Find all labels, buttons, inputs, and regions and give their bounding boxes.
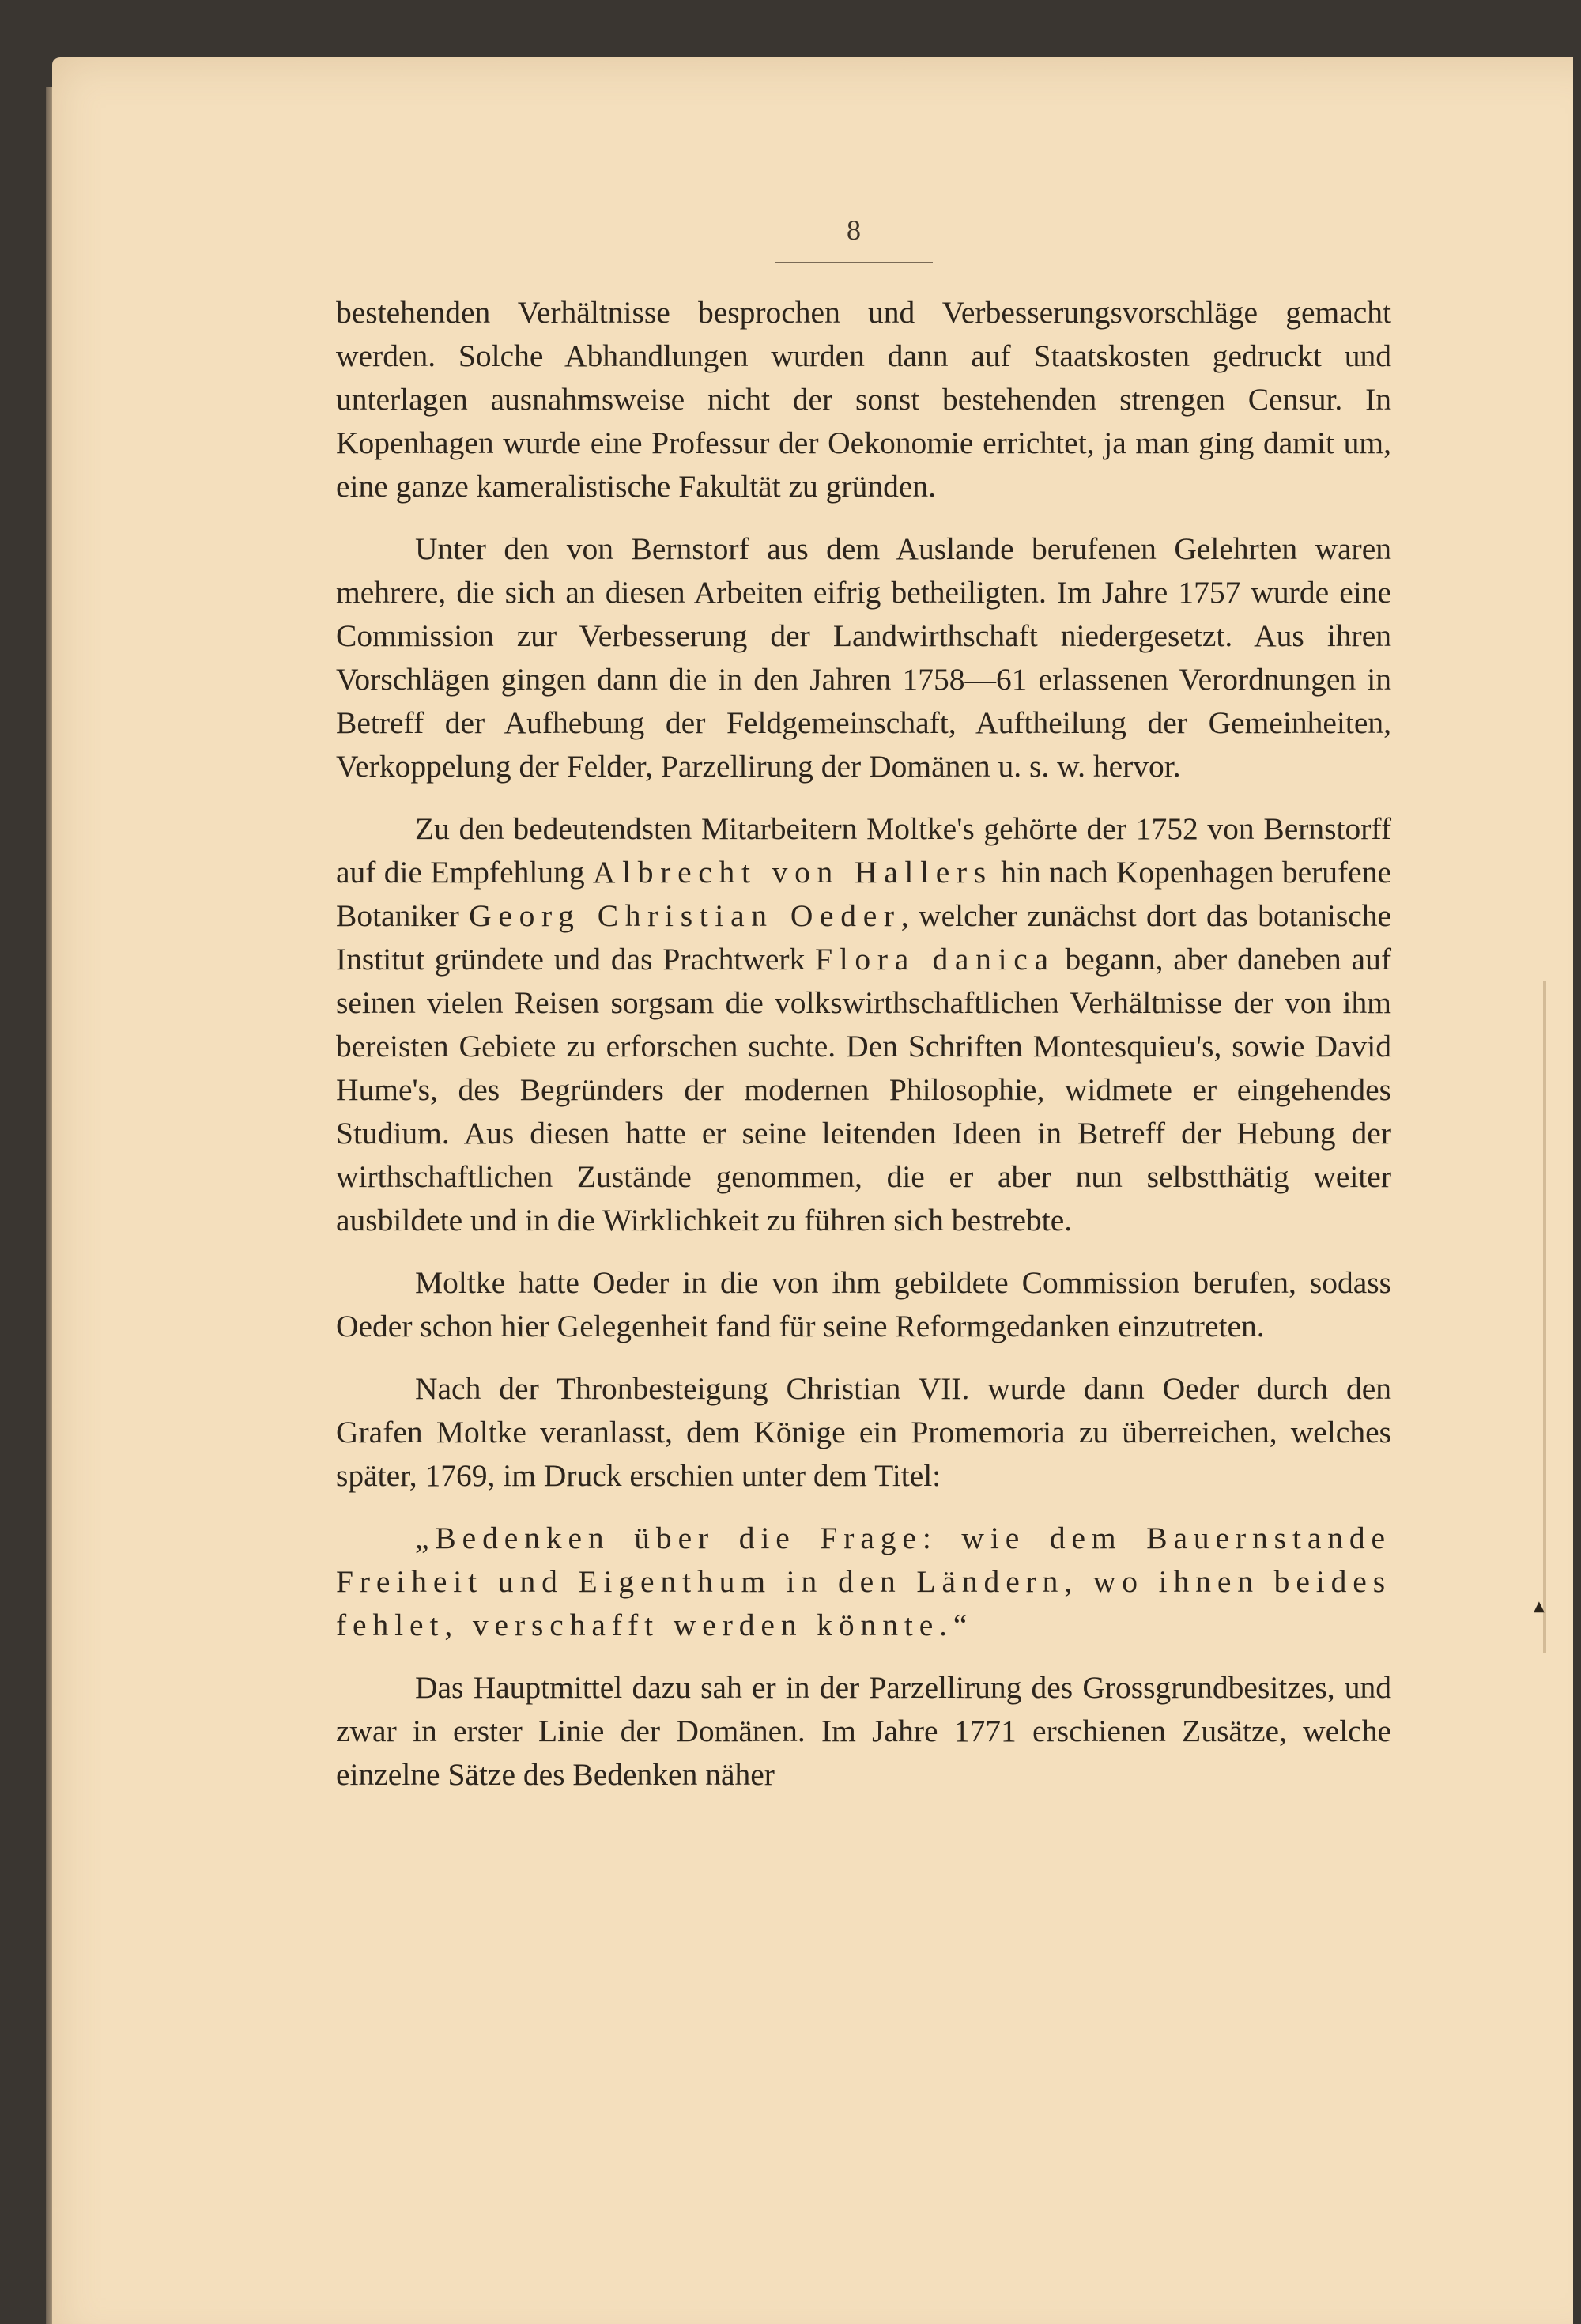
paragraph: Unter den von Bernstorf aus dem Auslande berufenen Gelehrten waren mehrere, die sich an diesen Arbeiten eifrig betheiligten. Im Jahre 1757 wurde eine Commission zur Verbesserung der Landwirthschaft niedergesetzt. Aus ihren Vorschlägen gingen dann die in den Jahren 1758—61 erlassenen Verordnungen in Betreff der Aufhebung der Feldgemeinschaft, Auftheilung der Gemeinheiten, Verkoppelung der Felder, Parzellirung der Domänen u. s. w. hervor. — [336, 531, 1391, 784]
header-rule — [775, 262, 933, 263]
paragraph: Nach der Thronbesteigung Christian VII. wurde dann Oeder durch den Grafen Moltke veranlasst, dem Könige ein Promemoria zu überreichen, welches später, 1769, im Druck erschien unter dem Titel: — [336, 1371, 1391, 1493]
spaced-title: Flora danica — [815, 942, 1055, 977]
paragraph — [336, 807, 1391, 1242]
paragraph: bestehenden Verhältnisse besprochen und Verbesserungsvorschläge gemacht werden. Solche Abhandlungen wurden dann auf Staatskosten gedruckt und unterlagen ausnahmsweise nicht der sonst bestehenden strengen Censur. In Kopenhagen wurde eine Professur der Oekonomie errichtet, ja man ging damit um, eine ganze kameralistische Fakultät zu gründen. — [336, 295, 1391, 504]
margin-mark: ▲ — [1534, 1598, 1545, 1615]
body-text — [336, 291, 1391, 1816]
spaced-name: Albrecht von Hallers — [592, 855, 993, 890]
paragraph-text: begann, aber daneben auf seinen vielen Reisen sorgsam die volkswirthschaftlichen Verhältnisse der von ihm bereisten Gebiete zu erforschen suchte. Den Schriften Montesquieu's, sowie David Hume's, des Begründers der modernen Philosophie, widmete er eingehendes Studium. Aus diesen hatte er seine leitenden Ideen in Betreff der Hebung der wirthschaftlichen Zustände genommen, die er aber nun selbstthätig weiter ausbildete und in die Wirklichkeit zu führen sich bestrebte. — [336, 942, 1391, 1238]
paragraph-text: , welcher zunächst dort das botanische Institut gründete und das Prachtwerk — [336, 898, 1392, 977]
scan-right-border — [1573, 57, 1581, 2324]
paragraph: Moltke hatte Oeder in die von ihm gebildete Commission berufen, sodass Oeder schon hier Gelegenheit fand für seine Reformgedanken einzutreten. — [336, 1265, 1391, 1343]
spaced-name: Georg Christian Oeder — [469, 898, 901, 933]
page-number: 8 — [847, 214, 861, 246]
paragraph-text: Zu den bedeutendsten Mitarbeitern Moltke's gehörte der 1752 von Bernstorff auf die Empfehlung — [336, 811, 1391, 890]
paragraph-text: hin nach Kopenhagen berufene Botaniker — [336, 855, 1391, 933]
paragraph: Das Hauptmittel dazu sah er in der Parzellirung des Grossgrundbesitzes, und zwar in erster Linie der Domänen. Im Jahre 1771 erschienen Zusätze, welche einzelne Sätze des Bedenken näher — [336, 1670, 1391, 1792]
quoted-title: „Bedenken über die Frage: wie dem Bauernstande Freiheit und Eigenthum in den Ländern, wo ihnen beides fehlet, verschafft werden könnte.“ — [336, 1521, 1391, 1642]
page-crease — [1543, 981, 1546, 1653]
